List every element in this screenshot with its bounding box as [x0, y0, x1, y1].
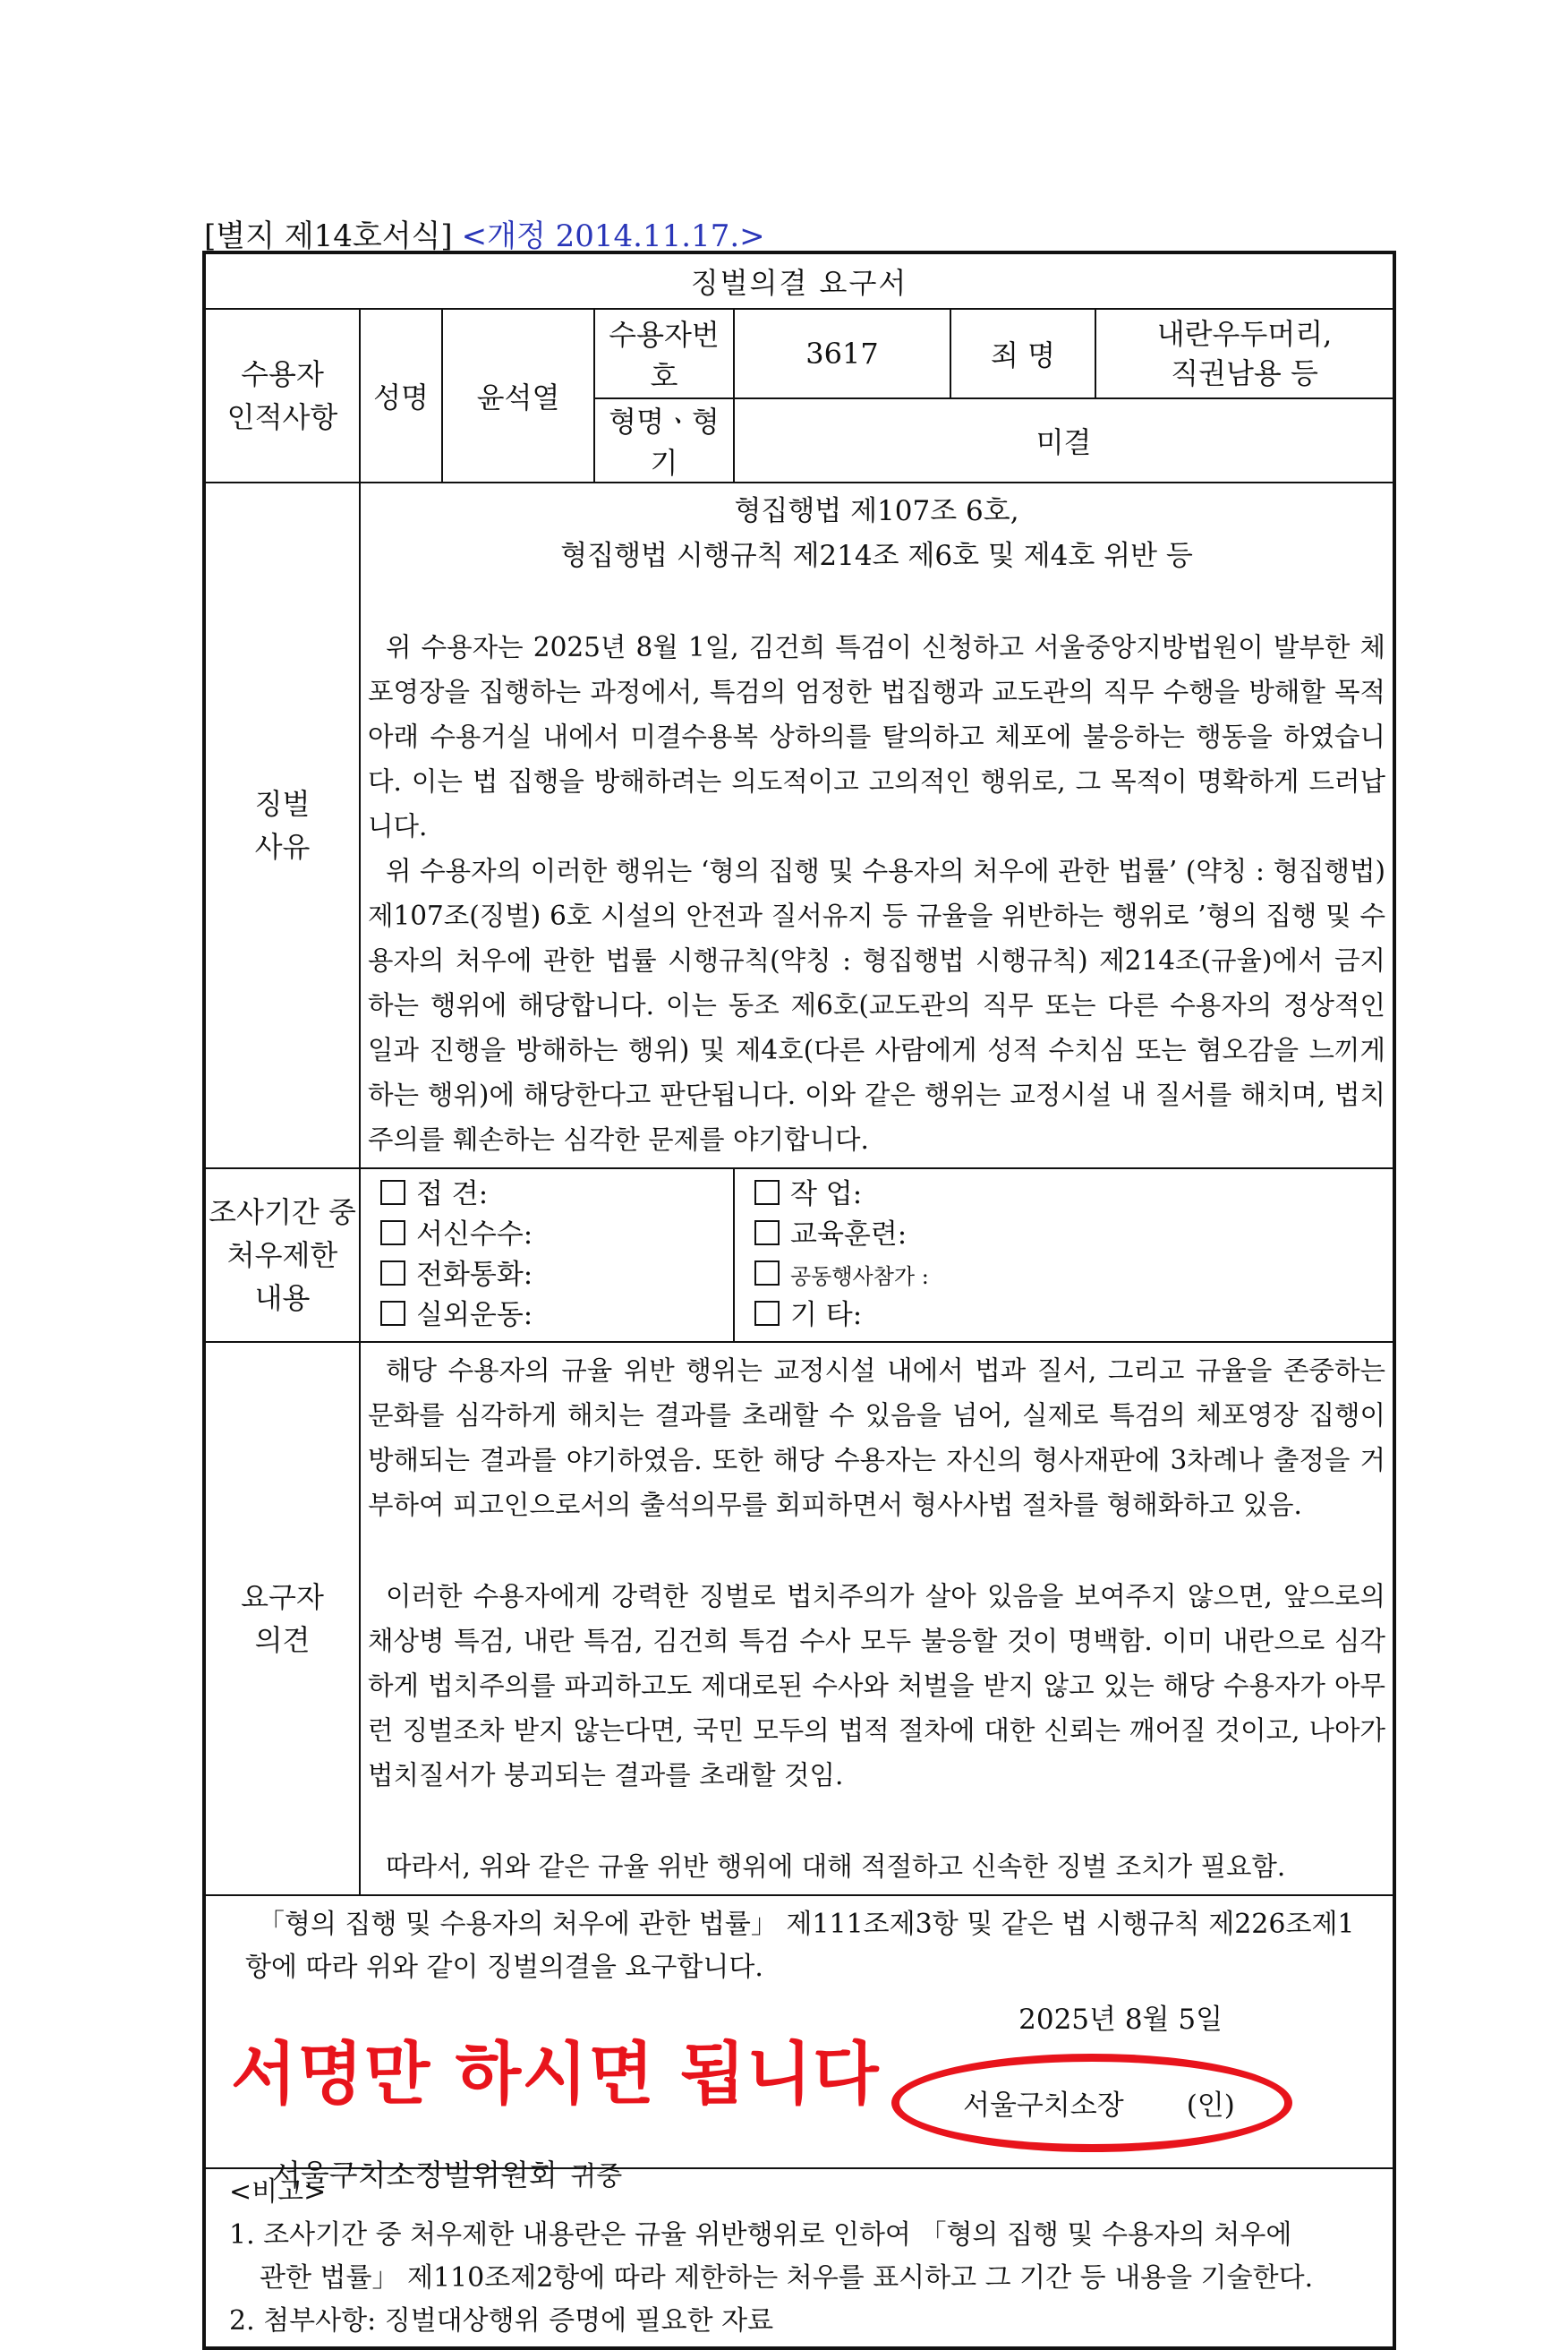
note-item-2: 2. 첨부사항: 징벌대상행위 증명에 필요한 자료 [229, 2305, 774, 2337]
restriction-letters-label: 서신수수: [416, 1218, 533, 1251]
opinion-paragraph-1: 해당 수용자의 규율 위반 행위는 교정시설 내에서 법과 질서, 그리고 규율을 존중하는 문화를 심각하게 해치는 결과를 초래할 수 있음을 넘어, 실제로 특검의 체포영장 집행이 방해되는 결과를 야기하였음. 또한 해당 수용자는 자신의 형사재판에 3차례나 출정을 거부하여 피고인으로서의 출석의무를 회피하면서 형사사법 절차를 형해화하고 있음. [368, 1355, 1386, 1520]
sentence-label: 형명ㆍ형기 [594, 398, 734, 483]
inmate-info-label-line2: 인적사항 [226, 400, 338, 434]
opinion-label-line2: 의견 [254, 1623, 311, 1657]
checkbox-icon[interactable] [754, 1220, 780, 1245]
restriction-left-column [360, 1168, 734, 1342]
reason-heading-2: 형집행법 시행규칙 제214조 제6호 및 제4호 위반 등 [560, 540, 1193, 572]
restriction-label-line2: 처우제한 [226, 1238, 338, 1272]
reason-paragraph-1: 위 수용자는 2025년 8월 1일, 김건희 특검이 신청하고 서울중앙지방법원이 발부한 체포영장을 집행하는 과정에서, 특검의 엄정한 법집행과 교도관의 직무 수행을 방해할 목적 아래 수용거실 내에서 미결수용복 상하의를 탈의하고 체포에 불응하는 행동을 하였습니다. 이는 법 집행을 방해하려는 의도적이고 고의적인 행위로, 그 목적이 명확하게 드러납니다. [368, 632, 1386, 842]
name-value: 윤석열 [442, 309, 594, 483]
inmate-info-label-line1: 수용자 [241, 357, 324, 391]
restriction-other[interactable] [754, 1295, 1393, 1336]
crime-value-line2: 직권남용 등 [1171, 356, 1318, 390]
opinion-paragraph-3: 따라서, 위와 같은 규율 위반 행위에 대해 적절하고 신속한 징벌 조치가 필요함. [386, 1851, 1286, 1882]
reason-heading-1: 형집행법 제107조 6호, [734, 495, 1019, 527]
opinion-label-line1: 요구자 [241, 1580, 324, 1614]
restriction-outdoor[interactable] [380, 1295, 733, 1336]
name-label: 성명 [360, 309, 442, 483]
restriction-work[interactable] [754, 1175, 1393, 1215]
checkbox-icon[interactable] [380, 1220, 405, 1245]
notes-section [204, 2168, 1394, 2348]
checkbox-icon[interactable] [380, 1260, 405, 1286]
opinion-label [204, 1342, 360, 1895]
sentence-value: 미결 [734, 398, 1394, 483]
inmate-info-label [204, 309, 360, 483]
restriction-events[interactable] [754, 1255, 1393, 1295]
request-date: 2025년 8월 5일 [1018, 2004, 1223, 2036]
form-title: 징벌의결 요구서 [204, 252, 1394, 309]
disciplinary-request-form [202, 251, 1396, 2350]
restriction-label-line3: 내용 [254, 1281, 311, 1315]
restriction-label-line1: 조사기간 중 [209, 1195, 356, 1229]
restriction-visit[interactable] [380, 1175, 733, 1215]
signer-title: 서울구치소장 [963, 2089, 1124, 2122]
committee-suffix: 귀중 [570, 2161, 623, 2192]
restriction-letters[interactable] [380, 1215, 733, 1255]
checkbox-icon[interactable] [754, 1301, 780, 1326]
reason-content [360, 483, 1394, 1168]
checkbox-icon[interactable] [380, 1301, 405, 1326]
restriction-phone[interactable] [380, 1255, 733, 1295]
checkbox-icon[interactable] [380, 1180, 405, 1205]
inmate-number-value: 3617 [734, 309, 950, 398]
form-number: [별지 제14호서식] [204, 218, 453, 254]
opinion-paragraph-2: 이러한 수용자에게 강력한 징벌로 법치주의가 살아 있음을 보여주지 않으면, 앞으로의 채상병 특검, 내란 특검, 김건희 특검 수사 모두 불응할 것이 명백함. 이미 내란으로 심각하게 법치주의를 파괴하고도 제대로된 수사와 처벌을 받지 않고 있는 해당 수용자가 아무런 징벌조차 받지 않는다면, 국민 모두의 법적 절차에 대한 신뢰는 깨어질 것이고, 나아가 법치질서가 붕괴되는 결과를 초래할 것임. [368, 1581, 1386, 1790]
sign-here-overlay: 서명만 하시면 됩니다 [231, 2034, 880, 2114]
committee-name: 서울구치소징벌위원회 [272, 2158, 558, 2192]
restriction-visit-label: 접 견: [416, 1178, 489, 1210]
recipient-committee [272, 2152, 622, 2194]
reason-label-line1: 징벌 [254, 787, 311, 821]
reason-label [204, 483, 360, 1168]
legal-basis-text: 「형의 집행 및 수용자의 처우에 관한 법률」 제111조제3항 및 같은 법 시행규칙 제226조제1항에 따라 위와 같이 징벌의결을 요구합니다. [245, 1909, 1355, 1983]
restriction-work-label: 작 업: [790, 1178, 863, 1210]
form-header [204, 211, 765, 255]
reason-paragraph-2: 위 수용자의 이러한 행위는 ‘형의 집행 및 수용자의 처우에 관한 법률’ (약칭 : 형집행법) 제107조(징벌) 6호 시설의 안전과 질서유지 등 규율을 위반하는 행위로 ’형의 집행 및 수용자의 처우에 관한 법률 시행규칙(약칭 : 형집행법 시행규칙) 제214조(규율)에서 금지하는 행위에 해당합니다. 이는 동조 제6호(교도관의 직무 또는 다른 수용자의 정상적인 일과 진행을 방해하는 행위) 및 제4호(다른 사람에게 성적 수치심 또는 혐오감을 느끼게 하는 행위)에 해당한다고 판단됩니다. 이와 같은 행위는 교정시설 내 질서를 해치며, 법치주의를 훼손하는 심각한 문제를 야기합니다. [368, 856, 1386, 1155]
restriction-education[interactable] [754, 1215, 1393, 1255]
reason-label-line2: 사유 [254, 830, 311, 864]
crime-value-line1: 내란우두머리, [1156, 317, 1333, 351]
restriction-events-label: 공동행사참가 : [790, 1264, 929, 1289]
crime-label: 죄 명 [950, 309, 1095, 398]
notes-header: <비고> [229, 2176, 327, 2208]
restriction-other-label: 기 타: [790, 1299, 863, 1331]
signature-line[interactable] [963, 2082, 1235, 2123]
restriction-outdoor-label: 실외운동: [416, 1299, 533, 1331]
restriction-right-column [734, 1168, 1394, 1342]
revision-date: <개정 2014.11.17.> [461, 218, 765, 254]
seal-placeholder: (인) [1186, 2089, 1235, 2122]
checkbox-icon[interactable] [754, 1260, 780, 1286]
checkbox-icon[interactable] [754, 1180, 780, 1205]
restriction-education-label: 교육훈련: [790, 1218, 908, 1251]
restriction-phone-label: 전화통화: [416, 1259, 533, 1291]
restriction-label [204, 1168, 360, 1342]
inmate-number-label: 수용자번호 [594, 309, 734, 398]
note-item-1a: 1. 조사기간 중 처우제한 내용란은 규율 위반행위로 인하여 「형의 집행 및 수용자의 처우에 [229, 2219, 1292, 2251]
opinion-content [360, 1342, 1394, 1895]
note-item-1b: 관한 법률」 제110조제2항에 따라 제한하는 처우를 표시하고 그 기간 등 내용을 기술한다. [260, 2262, 1314, 2294]
crime-value [1095, 309, 1394, 398]
